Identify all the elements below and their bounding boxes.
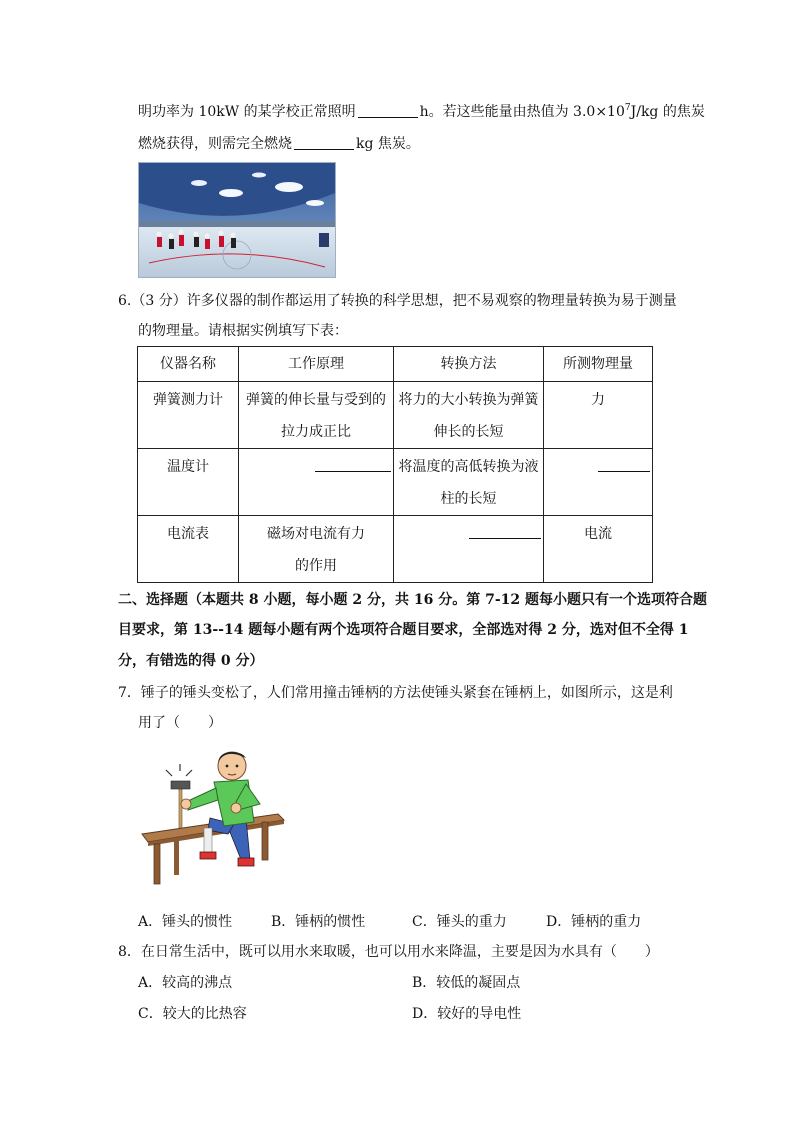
q8-option-c[interactable]: C．较大的比热容 (138, 1006, 247, 1022)
q7-option-a[interactable]: A．锤头的惯性 (138, 914, 233, 930)
instrument-name: 弹簧测力计 (138, 382, 239, 449)
section-heading: 分，有错选的得 0 分） (118, 653, 264, 669)
conversion-method: 将力的大小转换为弹簧 伸长的长短 (394, 382, 544, 449)
q7-option-c[interactable]: C．锤头的重力 (412, 914, 507, 930)
hammer-illustration (138, 748, 288, 890)
q7-line2: 用了（ ） (138, 715, 222, 731)
measured-quantity: 力 (544, 382, 653, 449)
q8-option-d[interactable]: D．较好的导电性 (412, 1006, 522, 1022)
working-principle[interactable] (239, 449, 394, 516)
measured-quantity[interactable] (544, 449, 653, 516)
q5-text: kg 焦炭。 (356, 136, 420, 152)
q8-option-a[interactable]: A．较高的沸点 (138, 975, 233, 991)
answer-blank[interactable] (358, 103, 418, 118)
header-cell: 转换方法 (394, 347, 544, 382)
q7-option-b[interactable]: B．锤柄的惯性 (271, 914, 366, 930)
q5-line2 (138, 134, 420, 154)
q5-text: 燃烧获得，则需完全燃烧 (138, 136, 292, 152)
q5-text: J/kg 的焦炭 (630, 104, 705, 120)
table-header-row (138, 347, 653, 382)
q5-text: h。若这些能量由热值为 3.0×10 (419, 104, 625, 120)
q8-option-b[interactable]: B．较低的凝固点 (412, 975, 521, 991)
working-principle: 弹簧的伸长量与受到的 拉力成正比 (239, 382, 394, 449)
table-row (138, 516, 653, 583)
table-row (138, 382, 653, 449)
header-cell: 仪器名称 (138, 347, 239, 382)
measured-quantity: 电流 (544, 516, 653, 583)
table-row (138, 449, 653, 516)
conversion-method[interactable] (394, 516, 544, 583)
answer-blank[interactable] (598, 471, 650, 472)
q6-line1: 6.（3 分）许多仪器的制作都运用了转换的科学思想，把不易观察的物理量转换为易于测量 (118, 293, 677, 309)
q7-option-d[interactable]: D．锤柄的重力 (546, 914, 642, 930)
answer-blank[interactable] (469, 538, 541, 539)
instrument-name: 温度计 (138, 449, 239, 516)
q8-line1: 8．在日常生活中，既可以用水来取暖，也可以用水来降温，主要是因为水具有（ ） (118, 944, 659, 960)
conversion-table (137, 346, 653, 583)
q5-text: 明功率为 10kW 的某学校正常照明 (138, 104, 356, 120)
answer-blank[interactable] (294, 135, 354, 150)
ice-rink-image (138, 162, 336, 278)
q5-line1 (138, 102, 705, 122)
working-principle: 磁场对电流有力 的作用 (239, 516, 394, 583)
conversion-method: 将温度的高低转换为液 柱的长短 (394, 449, 544, 516)
instrument-name: 电流表 (138, 516, 239, 583)
exponent: 7 (624, 103, 631, 113)
answer-blank[interactable] (315, 471, 391, 472)
section-heading: 目要求，第 13--14 题每小题有两个选项符合题目要求，全部选对得 2 分，选对但不全得 1 (118, 622, 689, 638)
q6-line2: 的物理量。请根据实例填写下表： (138, 323, 348, 339)
section-heading: 二、选择题（本题共 8 小题，每小题 2 分，共 16 分。第 7-12 题每小题只有一个选项符合题 (118, 592, 707, 608)
header-cell: 工作原理 (239, 347, 394, 382)
header-cell: 所测物理量 (544, 347, 653, 382)
q7-line1: 7．锤子的锤头变松了，人们常用撞击锤柄的方法使锤头紧套在锤柄上，如图所示，这是利 (118, 685, 673, 701)
